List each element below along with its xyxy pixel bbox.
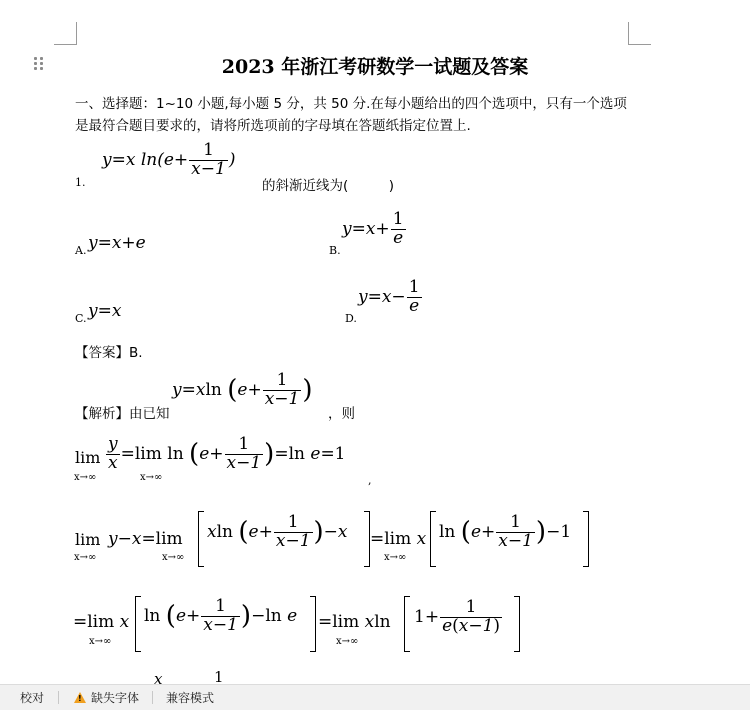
analysis-label: 【解析】由已知 — [75, 406, 170, 422]
limit-subscript: x→∞ — [384, 552, 407, 563]
limit-equation: =lim x — [73, 612, 130, 632]
limit-subscript: x→∞ — [140, 472, 163, 483]
limit-subscript: x→∞ — [89, 636, 112, 647]
question-text: 的斜渐近线为( ) — [262, 178, 395, 194]
analysis-suffix: ，则 — [328, 406, 355, 422]
option-d-formula: y=x− $\frac{1}{e}$ — [358, 277, 420, 316]
limit-expression: lim — [75, 530, 101, 549]
proofread-button[interactable]: 校对 — [20, 691, 45, 705]
compat-mode-button[interactable]: 兼容模式 — [166, 691, 215, 705]
status-separator — [152, 691, 153, 704]
limit-equation: y−x=lim — [108, 529, 183, 549]
limit-equation: ln (e+ $\frac{1}{x-1}$ )−1 — [439, 512, 572, 551]
next-line-fragment: x — [154, 670, 163, 684]
limit-equation: =lim x — [370, 529, 427, 549]
option-label: D. — [345, 312, 357, 325]
page-title: 2023 年浙江考研数学一试题及答案 — [221, 56, 529, 78]
q1-formula: y=x ln(e+ $\frac{1}{x-1}$ ) — [102, 140, 236, 179]
limit-equation: =lim xln — [318, 612, 391, 632]
bracket — [310, 596, 316, 652]
limit-subscript: x→∞ — [336, 636, 359, 647]
next-line-fragment: 1 — [214, 668, 224, 684]
bracket — [583, 511, 589, 567]
bracket — [514, 596, 520, 652]
limit-equation: 1+ $\frac{1}{e(x-1)}$ — [414, 597, 501, 636]
missing-fonts-label: 缺失字体 — [91, 691, 140, 705]
analysis-formula: y=xln (e+ $\frac{1}{x-1}$ ) — [172, 370, 313, 409]
page-corner-mark — [54, 22, 77, 45]
limit-equation: ln (e+ $\frac{1}{x-1}$ )−ln e — [144, 596, 298, 635]
limit-subscript: x→∞ — [162, 552, 185, 563]
answer-label: 【答案】B. — [75, 345, 143, 361]
page-corner-mark — [628, 22, 651, 45]
limit-expression: lim — [75, 448, 101, 467]
status-bar — [0, 684, 750, 710]
limit-equation: xln (e+ $\frac{1}{x-1}$ )−x — [207, 512, 348, 551]
option-label: B. — [329, 244, 341, 257]
limit-equation: $\frac{y}{x}$ =lim ln (e+ $\frac{1}{x-1}$ )=ln e=1 — [108, 434, 346, 473]
option-b-formula: y=x+ $\frac{1}{e}$ — [342, 209, 404, 248]
section-intro: 一、选择题：1~10 小题,每小题 5 分，共 50 分.在每小题给出的四个选项中，只有一个选项 — [75, 96, 627, 112]
punctuation: , — [368, 474, 372, 487]
missing-fonts-button[interactable] — [74, 689, 139, 706]
option-label: A. — [75, 244, 87, 257]
status-separator — [58, 691, 59, 704]
limit-subscript: x→∞ — [74, 552, 97, 563]
limit-subscript: x→∞ — [74, 472, 97, 483]
option-c-formula: y=x — [88, 301, 122, 321]
option-label: C. — [75, 312, 87, 325]
bracket — [430, 511, 436, 567]
bracket — [404, 596, 410, 652]
section-intro: 是最符合题目要求的，请将所选项前的字母填在答题纸指定位置上. — [75, 118, 471, 134]
question-number: 1. — [75, 176, 86, 189]
bracket — [198, 511, 204, 567]
warning-icon — [74, 692, 86, 703]
option-a-formula: y=x+e — [88, 233, 146, 253]
bracket — [135, 596, 141, 652]
